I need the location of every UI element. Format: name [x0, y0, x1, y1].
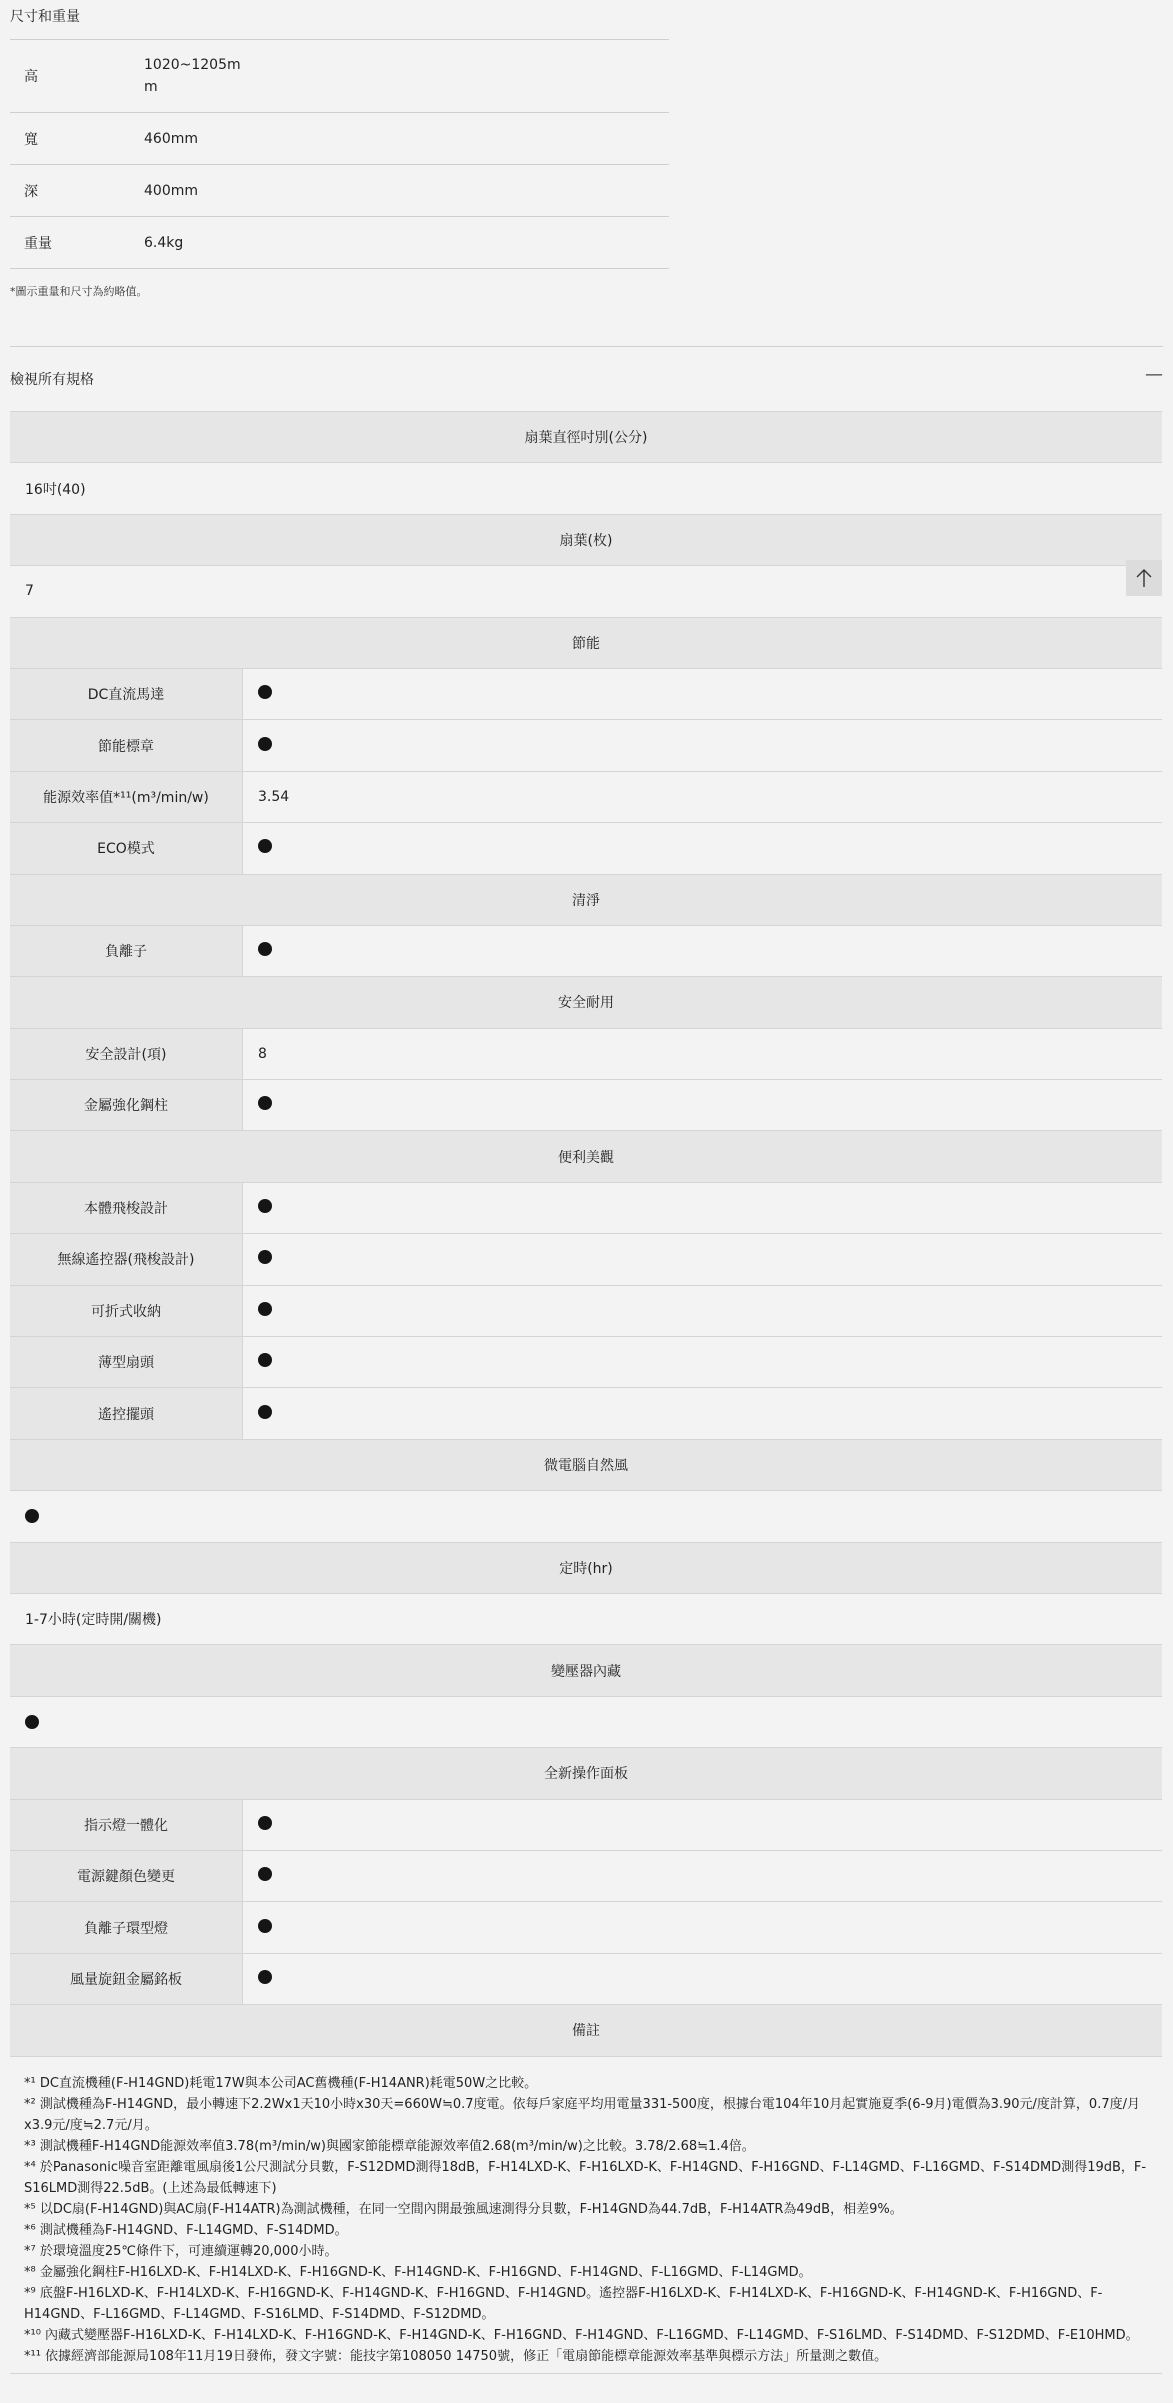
spec-value-blade-size: 16吋(40)	[10, 462, 1162, 513]
dimension-label: 高	[24, 69, 38, 85]
spec-value-blades: 7	[10, 565, 1162, 616]
dimensions-title: 尺寸和重量	[10, 0, 669, 40]
spec-row	[10, 1182, 1162, 1233]
remarks-notes	[10, 2056, 1162, 2373]
remark-note: *¹ DC直流機種(F-H14GND)耗電17W與本公司AC舊機種(F-H14ANR)耗電50W之比較。	[24, 2075, 538, 2091]
spec-label: 指示燈一體化	[10, 1800, 243, 1850]
spec-value-timer: 1-7小時(定時開/關機)	[10, 1593, 1162, 1644]
spec-row	[10, 771, 1162, 822]
remark-note: *⁸ 金屬強化鋼柱F-H16LXD-K、F-H14LXD-K、F-H16GND-K、F-H14GND-K、F-H16GND、F-H14GND、F-L16GMD、F-L14GMD。	[24, 2264, 812, 2280]
spec-row	[10, 1901, 1162, 1952]
remark-note: *⁹ 底盤F-H16LXD-K、F-H14LXD-K、F-H16GND-K、F-H14GND-K、F-H16GND、F-H14GND。遙控器F-H16LXD-K、F-H14LXD-K、F-H16GND-K、F-H14GND-K、F-H16GND、F-H14GND、F-L16GMD、F-L14GMD、F-S16LMD、F-S14DMD、F-S12DMD。	[24, 2285, 1103, 2322]
spec-value	[243, 1199, 272, 1217]
spec-value	[243, 1302, 272, 1320]
spec-row	[10, 1799, 1162, 1850]
spec-value	[243, 1816, 272, 1834]
spec-label: 負離子	[10, 926, 243, 976]
spec-value	[243, 685, 272, 703]
spec-value	[243, 942, 272, 960]
spec-label: 本體飛梭設計	[10, 1183, 243, 1233]
spec-label: 風量旋鈕金屬銘板	[10, 1954, 243, 2004]
filled-dot-icon	[258, 1353, 272, 1367]
remark-note: *⁶ 測試機種為F-H14GND、F-L14GMD、F-S14DMD。	[24, 2222, 348, 2238]
spec-header-convenience: 便利美觀	[10, 1130, 1162, 1181]
filled-dot-icon	[258, 1250, 272, 1264]
filled-dot-icon	[25, 1715, 39, 1729]
spec-value	[243, 1353, 272, 1371]
filled-dot-icon	[258, 685, 272, 699]
spec-label: 可折式收納	[10, 1286, 243, 1336]
arrow-up-icon	[1135, 568, 1153, 588]
dimensions-section	[10, 0, 669, 269]
view-all-specs-toggle[interactable]	[10, 346, 1163, 412]
spec-label: 節能標章	[10, 720, 243, 770]
spec-label: 薄型扇頭	[10, 1337, 243, 1387]
view-all-specs-label: 檢視所有規格	[10, 372, 94, 388]
dimension-row-width	[10, 113, 669, 165]
spec-row	[10, 1233, 1162, 1284]
spec-value: 8	[258, 1045, 267, 1062]
remark-note: *² 測試機種為F-H14GND，最小轉速下2.2Wx1天10小時x30天=660W≒0.7度電。依每戶家庭平均用電量331-500度，根據台電104年10月起實施夏季(6-9月)電價為3.90元/度計算，0.7度/月x3.9元/度≒2.7元/月。	[24, 2096, 1140, 2133]
scroll-to-top-button[interactable]	[1126, 560, 1162, 596]
filled-dot-icon	[258, 1867, 272, 1881]
filled-dot-icon	[258, 1199, 272, 1213]
spec-row	[10, 1028, 1162, 1079]
spec-value	[243, 1096, 272, 1114]
dimension-row-weight	[10, 217, 669, 269]
spec-label: 遙控擺頭	[10, 1388, 243, 1438]
spec-label: 電源鍵顏色變更	[10, 1851, 243, 1901]
remark-note: *⁵ 以DC扇(F-H14GND)與AC扇(F-H14ATR)為測試機種，在同一空間內開最強風速測得分貝數，F-H14GND為44.7dB，F-H14ATR為49dB，相差9%。	[24, 2201, 903, 2217]
dimension-value: 460mm	[144, 130, 198, 147]
filled-dot-icon	[258, 1096, 272, 1110]
spec-row	[10, 925, 1162, 976]
dimension-value: 400mm	[144, 182, 198, 199]
filled-dot-icon	[258, 1405, 272, 1419]
dimension-row-depth	[10, 165, 669, 217]
filled-dot-icon	[258, 1302, 272, 1316]
remark-note: *⁴ 於Panasonic噪音室距離電風扇後1公尺測試分貝數，F-S12DMD測得18dB，F-H14LXD-K、F-H16LXD-K、F-H14GND、F-H16GND、F-L14GMD、F-L16GMD、F-S14DMD測得19dB，F-S16LMD測得22.5dB。(上述為最低轉速下)	[24, 2159, 1147, 2196]
spec-row	[10, 719, 1162, 770]
filled-dot-icon	[258, 737, 272, 751]
spec-header-timer: 定時(hr)	[10, 1542, 1162, 1593]
spec-value	[243, 839, 272, 857]
spec-header-energy: 節能	[10, 617, 1162, 668]
filled-dot-icon	[258, 1816, 272, 1830]
spec-row	[10, 1285, 1162, 1336]
spec-label: 負離子環型燈	[10, 1902, 243, 1952]
spec-row	[10, 1850, 1162, 1901]
spec-row	[10, 668, 1162, 719]
spec-header-blades: 扇葉(枚)	[10, 514, 1162, 565]
spec-header-clean: 清淨	[10, 874, 1162, 925]
spec-header-transformer: 變壓器內藏	[10, 1644, 1162, 1695]
spec-row	[10, 1079, 1162, 1130]
spec-label: 無線遙控器(飛梭設計)	[10, 1234, 243, 1284]
spec-value	[243, 1867, 272, 1885]
collapse-icon[interactable]: —	[1145, 364, 1163, 385]
spec-label: 金屬強化鋼柱	[10, 1080, 243, 1130]
spec-header-panel: 全新操作面板	[10, 1747, 1162, 1798]
spec-value	[243, 1919, 272, 1937]
spec-value: 3.54	[258, 788, 290, 805]
spec-label: DC直流馬達	[10, 669, 243, 719]
spec-value-natural-wind	[10, 1490, 1162, 1541]
spec-row	[10, 1336, 1162, 1387]
spec-value	[243, 1970, 272, 1988]
remark-note: *³ 測試機種F-H14GND能源效率值3.78(m³/min/w)與國家節能標章能源效率值2.68(m³/min/w)之比較。3.78/2.68≒1.4倍。	[24, 2138, 755, 2154]
spec-row	[10, 822, 1162, 873]
specs-table	[10, 411, 1162, 2374]
remark-note: *¹⁰ 內藏式變壓器F-H16LXD-K、F-H14LXD-K、F-H16GND-K、F-H14GND-K、F-H16GND、F-H14GND、F-L16GMD、F-L14GMD、F-S16LMD、F-S14DMD、F-S12DMD、F-E10HMD。	[24, 2327, 1139, 2343]
dimension-label: 深	[24, 183, 38, 200]
filled-dot-icon	[258, 839, 272, 853]
remark-note: *¹¹ 依據經濟部能源局108年11月19日發佈，發文字號：能技字第108050 14750號，修正「電扇節能標章能源效率基準與標示方法」所量測之數值。	[24, 2348, 888, 2364]
dimensions-note: *圖示重量和尺寸為約略值。	[10, 285, 148, 298]
spec-label: 安全設計(項)	[10, 1029, 243, 1079]
dimension-value: 6.4kg	[144, 234, 184, 251]
filled-dot-icon	[258, 942, 272, 956]
spec-header-blade-size: 扇葉直徑吋別(公分)	[10, 411, 1162, 462]
filled-dot-icon	[258, 1919, 272, 1933]
spec-header-natural-wind: 微電腦自然風	[10, 1439, 1162, 1490]
dimension-row-height	[10, 40, 669, 113]
spec-row	[10, 1387, 1162, 1438]
dimension-label: 重量	[24, 235, 52, 252]
spec-value	[243, 737, 272, 755]
remark-note: *⁷ 於環境溫度25℃條件下，可連續運轉20,000小時。	[24, 2243, 338, 2259]
filled-dot-icon	[258, 1970, 272, 1984]
spec-row	[10, 1953, 1162, 2004]
dimension-value: 1020~1205mm	[144, 57, 241, 95]
filled-dot-icon	[25, 1509, 39, 1523]
spec-header-safety: 安全耐用	[10, 976, 1162, 1027]
spec-value	[243, 1250, 272, 1268]
spec-value	[243, 1405, 272, 1423]
dimension-label: 寬	[24, 131, 38, 148]
spec-header-remarks: 備註	[10, 2004, 1162, 2055]
spec-value-transformer	[10, 1696, 1162, 1747]
spec-label: ECO模式	[10, 823, 243, 873]
spec-label: 能源效率值*¹¹(m³/min/w)	[10, 772, 243, 822]
